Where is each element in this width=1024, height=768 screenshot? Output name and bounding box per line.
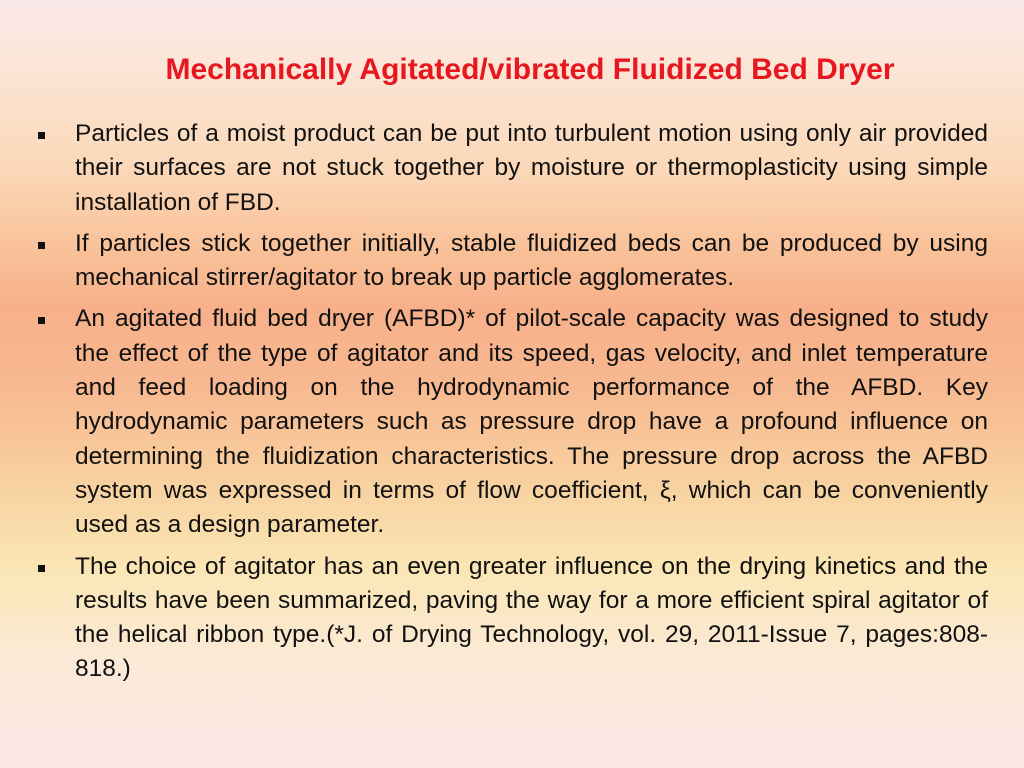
bullet-text: The choice of agitator has an even greater influence on the drying kinetics and the results have been summarized, paving the way for a more efficient spiral agitator of the helical ribbon type.(*J. of Drying Technology, vol. 29, 2011-Issue 7, pages:808-818.) (75, 552, 988, 683)
square-bullet-icon (38, 132, 45, 139)
bullet-text: Particles of a moist product can be put into turbulent motion using only air provided their surfaces are not stuck together by moisture or thermoplasticity using simple installation of FBD. (75, 120, 988, 216)
bullet-text: An agitated fluid bed dryer (AFBD)* of pilot-scale capacity was designed to study the effect of the type of agitator and its speed, gas velocity, and inlet temperature and feed loading on the hydrodynamic performance of the AFBD. Key hydrodynamic parameters such as pressure drop have a profound influence on determining the fluidization characteristics. The pressure drop across the AFBD system was expressed in terms of flow coefficient, ξ, which can be conveniently used as a design parameter. (75, 305, 988, 539)
square-bullet-icon (38, 565, 45, 572)
bullet-item (36, 550, 988, 687)
bullet-text: If particles stick together initially, stable fluidized beds can be produced by using mechanical stirrer/agitator to break up particle agglomerates. (75, 229, 988, 292)
slide-title: Mechanically Agitated/vibrated Fluidized Bed Dryer (165, 53, 895, 86)
bullet-list (36, 117, 988, 694)
bullet-item (36, 117, 988, 220)
square-bullet-icon (38, 242, 45, 249)
bullet-item (36, 227, 988, 296)
bullet-item (36, 302, 988, 542)
square-bullet-icon (38, 317, 45, 324)
